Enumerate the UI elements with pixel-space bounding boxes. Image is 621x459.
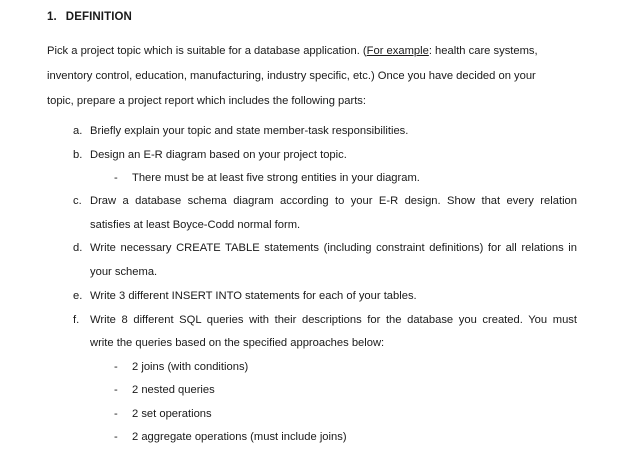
sub-item-text: There must be at least five strong entities in your diagram. <box>132 172 420 184</box>
list-item-text-line: satisfies at least Boyce-Codd normal form. <box>90 219 301 231</box>
intro-line-3: topic, prepare a project report which includes the following parts: <box>47 95 367 107</box>
sub-item-text: 2 joins (with conditions) <box>132 361 249 373</box>
list-marker: a. <box>73 125 83 137</box>
list-marker: e. <box>73 290 83 302</box>
intro-text: : health care systems, <box>428 45 538 57</box>
list-marker: c. <box>73 195 82 207</box>
intro-line-1 <box>47 39 592 64</box>
list-item-e <box>73 290 417 302</box>
dash-bullet: - <box>114 384 118 396</box>
list-item-a <box>73 125 408 137</box>
section-heading <box>47 11 132 23</box>
sub-item <box>114 408 212 420</box>
for-example-underlined: For example <box>366 45 429 57</box>
list-marker: b. <box>73 149 83 161</box>
list-item-f <box>73 314 90 326</box>
dash-bullet: - <box>114 172 118 184</box>
list-item-b <box>73 149 347 161</box>
sub-item <box>114 172 420 184</box>
list-item-text-line: Write necessary CREATE TABLE statements (including constraint definitions) for all relations in <box>90 242 577 254</box>
sub-item-text: 2 set operations <box>132 408 212 420</box>
list-item-c <box>73 195 90 207</box>
list-item-text-line: Draw a database schema diagram according to your E-R design. Show that every relation <box>90 195 577 207</box>
list-item-d <box>73 242 90 254</box>
intro-text: Pick a project topic which is suitable for a database application. ( <box>47 45 367 57</box>
sub-item <box>114 361 248 373</box>
sub-item-text: 2 nested queries <box>132 384 215 396</box>
list-item-text: Briefly explain your topic and state member-task responsibilities. <box>90 125 409 137</box>
list-item-text: Design an E-R diagram based on your project topic. <box>90 149 347 161</box>
list-marker: d. <box>73 242 83 254</box>
list-item-text: Write 3 different INSERT INTO statements for each of your tables. <box>90 290 417 302</box>
list-item-text-line: your schema. <box>90 266 158 278</box>
list-marker: f. <box>73 314 80 326</box>
section-title: DEFINITION <box>65 11 132 23</box>
intro-line-2: inventory control, education, manufacturing, industry specific, etc.) Once you have decided on your <box>47 70 536 82</box>
dash-bullet: - <box>114 431 118 443</box>
sub-item-text: 2 aggregate operations (must include joins) <box>132 431 347 443</box>
section-number: 1. <box>47 11 57 23</box>
dash-bullet: - <box>114 361 118 373</box>
list-item-text-line: write the queries based on the specified approaches below: <box>90 337 385 349</box>
list-item-text-line: Write 8 different SQL queries with their descriptions for the database you created. You must <box>90 314 577 326</box>
dash-bullet: - <box>114 408 118 420</box>
sub-item <box>114 384 215 396</box>
intro-paragraph <box>47 39 592 114</box>
sub-item <box>114 431 347 443</box>
